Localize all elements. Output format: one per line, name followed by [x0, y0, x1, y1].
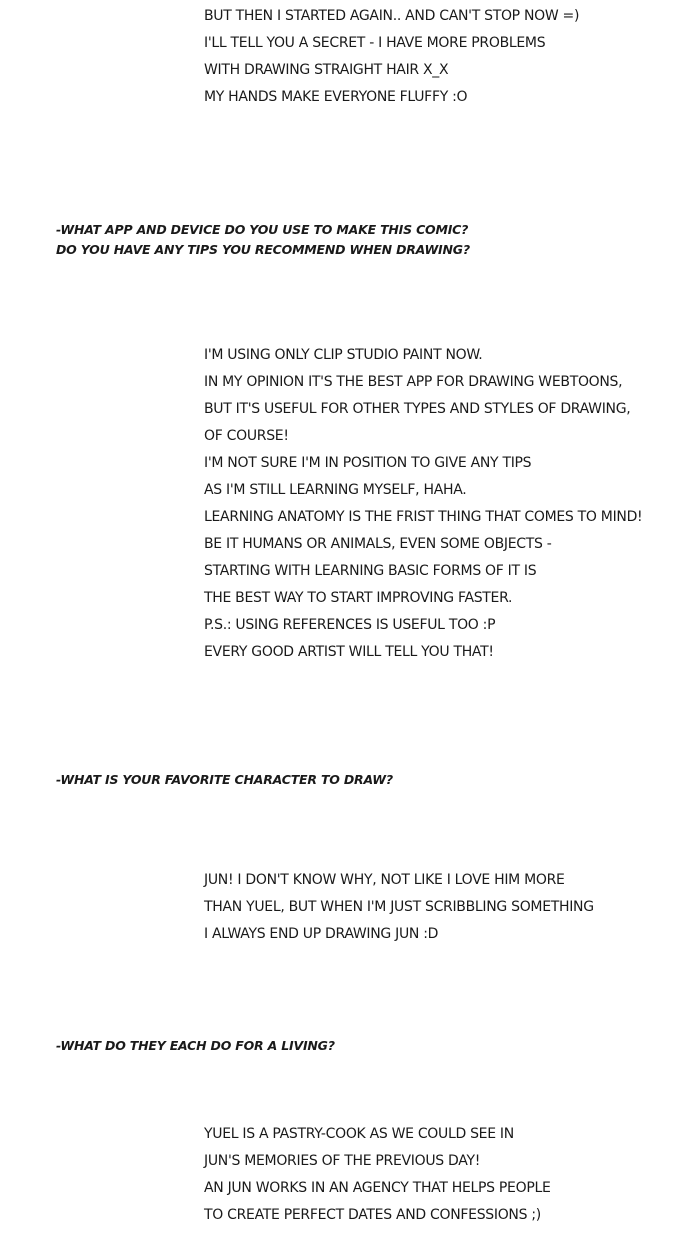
answer-text-block [204, 1121, 551, 1229]
question-line: DO YOU HAVE ANY TIPS YOU RECOMMEND WHEN DRAWING? [56, 242, 470, 257]
answer-line: I ALWAYS END UP DRAWING JUN :D [204, 926, 439, 942]
answer-line: BE IT HUMANS OR ANIMALS, EVEN SOME OBJECTS - [204, 536, 552, 552]
question-text-block [56, 220, 470, 260]
answer-line: BUT IT'S USEFUL FOR OTHER TYPES AND STYLES OF DRAWING, [204, 401, 631, 417]
question-line: -WHAT DO THEY EACH DO FOR A LIVING? [56, 1038, 335, 1053]
answer-line: STARTING WITH LEARNING BASIC FORMS OF IT IS [204, 563, 537, 579]
answer-line: BUT THEN I STARTED AGAIN.. AND CAN'T STOP NOW =) [204, 8, 580, 24]
answer-line: WITH DRAWING STRAIGHT HAIR X_X [204, 62, 449, 78]
answer-text-block [204, 867, 594, 948]
answer-line: I'LL TELL YOU A SECRET - I HAVE MORE PROBLEMS [204, 35, 546, 51]
question-line: -WHAT IS YOUR FAVORITE CHARACTER TO DRAW? [56, 772, 393, 787]
answer-line: EVERY GOOD ARTIST WILL TELL YOU THAT! [204, 644, 494, 660]
answer-line: THE BEST WAY TO START IMPROVING FASTER. [204, 590, 513, 606]
answer-line: MY HANDS MAKE EVERYONE FLUFFY :O [204, 89, 468, 105]
answer-line: OF COURSE! [204, 428, 289, 444]
answer-line: I'M NOT SURE I'M IN POSITION TO GIVE ANY TIPS [204, 455, 532, 471]
answer-line: YUEL IS A PASTRY-COOK AS WE COULD SEE IN [204, 1126, 514, 1142]
answer-line: LEARNING ANATOMY IS THE FRIST THING THAT COMES TO MIND! [204, 509, 643, 525]
answer-text-block [204, 342, 642, 666]
answer-line: JUN! I DON'T KNOW WHY, NOT LIKE I LOVE HIM MORE [204, 872, 565, 888]
question-text-block [56, 1036, 335, 1056]
answer-line: THAN YUEL, BUT WHEN I'M JUST SCRIBBLING SOMETHING [204, 899, 594, 915]
answer-line: I'M USING ONLY CLIP STUDIO PAINT NOW. [204, 347, 483, 363]
question-text-block [56, 770, 393, 790]
answer-line: JUN'S MEMORIES OF THE PREVIOUS DAY! [204, 1153, 481, 1169]
answer-line: TO CREATE PERFECT DATES AND CONFESSIONS ;) [204, 1207, 541, 1223]
answer-line: P.S.: USING REFERENCES IS USEFUL TOO :P [204, 617, 496, 633]
question-line: -WHAT APP AND DEVICE DO YOU USE TO MAKE THIS COMIC? [56, 222, 469, 237]
answer-line: IN MY OPINION IT'S THE BEST APP FOR DRAWING WEBTOONS, [204, 374, 623, 390]
answer-text-block [204, 3, 579, 111]
answer-line: AS I'M STILL LEARNING MYSELF, HAHA. [204, 482, 467, 498]
answer-line: AN JUN WORKS IN AN AGENCY THAT HELPS PEOPLE [204, 1180, 551, 1196]
